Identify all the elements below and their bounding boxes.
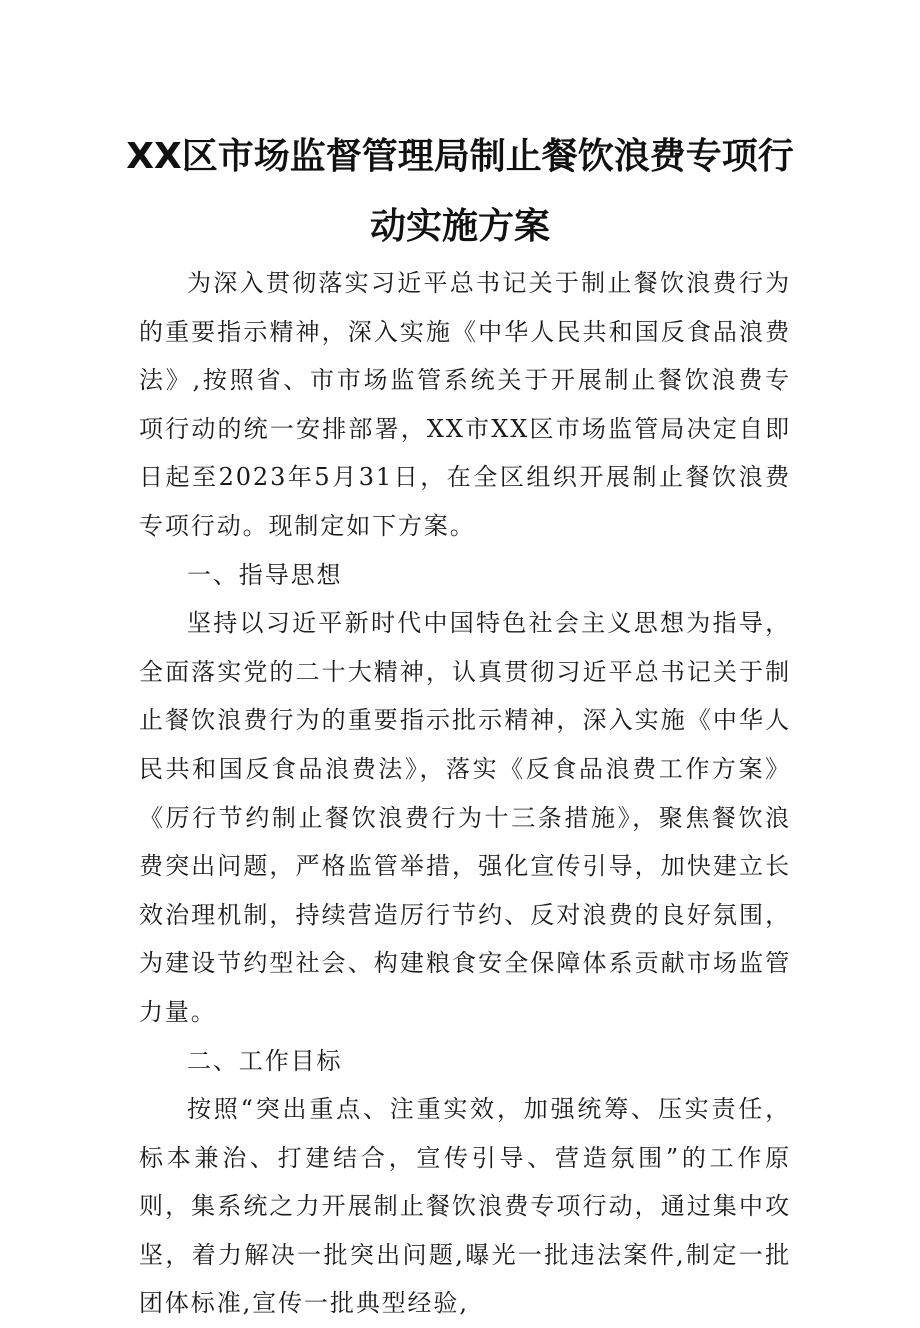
- section-paragraph-work-goals: 按照“突出重点、注重实效，加强统筹、压实责任，标本兼治、打建结合，宣传引导、营造氛围”的工作原则，集系统之力开展制止餐饮浪费专项行动，通过集中攻坚，着力解决一批突出问题,曝光一批违法案件,制定一批团体标准,宣传一批典型经验,: [139, 1095, 791, 1318]
- section-heading-guiding-ideology: 一、指导思想: [187, 560, 343, 589]
- intro-paragraph: 为深入贯彻落实习近平总书记关于制止餐饮浪费行为的重要指示精神，深入实施《中华人民共和国反食品浪费法》,按照省、市市场监管系统关于开展制止餐饮浪费专项行动的统一安排部署，XX市XX区市场监管局决定自即日起至2023年5月31日，在全区组织开展制止餐饮浪费专项行动。现制定如下方案。: [139, 269, 791, 540]
- document-body: [139, 259, 791, 1328]
- section-paragraph-guiding-ideology: 坚持以习近平新时代中国特色社会主义思想为指导，全面落实党的二十大精神，认真贯彻习近平总书记关于制止餐饮浪费行为的重要指示批示精神，深入实施《中华人民共和国反食品浪费法》，落实《反食品浪费工作方案》《厉行节约制止餐饮浪费行为十三条措施》，聚焦餐饮浪费突出问题，严格监管举措，强化宣传引导，加快建立长效治理机制，持续营造厉行节约、反对浪费的良好氛围，为建设节约型社会、构建粮食安全保障体系贡献市场监管力量。: [139, 609, 791, 1026]
- document-title-line-1: XX区市场监督管理局制止餐饮浪费专项行: [126, 136, 794, 177]
- section-heading-work-goals: 二、工作目标: [187, 1046, 343, 1075]
- document-title-line-2: 动实施方案: [369, 206, 550, 247]
